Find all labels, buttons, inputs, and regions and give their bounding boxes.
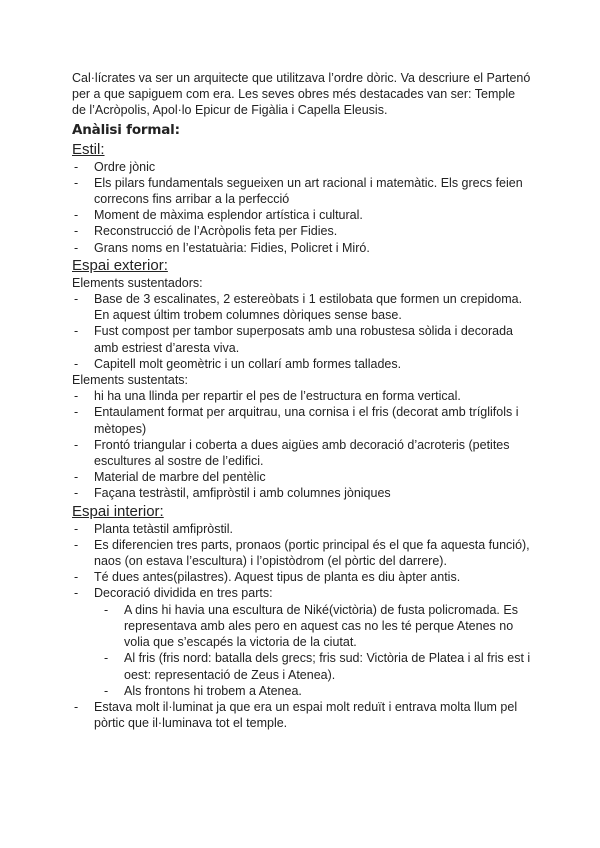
list-item: - Capitell molt geomètric i un collarí amb formes tallades. — [72, 356, 532, 372]
label-elements-sustentats: Elements sustentats: — [72, 373, 189, 388]
list-item: - Estava molt il·luminat ja que era un espai molt reduït i entrava molta llum pel pòrtic que il·luminava tot el temple. — [72, 699, 532, 731]
list-item: - Entaulament format per arquitrau, una cornisa i el fris (decorat amb tríglifols i mètopes) — [72, 404, 532, 436]
decoracio-sublist — [102, 602, 532, 699]
list-item: - Es diferencien tres parts, pronaos (portic principal és el que fa aquesta funció), naos (on estava l’escultura) i l’opistòdrom (el pòrtic del darrere). — [72, 537, 532, 569]
espai-interior-list-end — [72, 699, 532, 731]
label-elements-sustentadors: Elements sustentadors: — [72, 275, 203, 290]
sustentats-list — [72, 388, 532, 501]
list-item: - Els pilars fundamentals segueixen un art racional i matemàtic. Els grecs feien correcons fins arribar a la perfecció — [72, 175, 532, 207]
intro-paragraph: Cal·lícrates va ser un arquitecte que utilitzava l’ordre dòric. Va descriure el Partenó per a que sapiguem com era. Les seves obres més destacades van ser: Temple de l’Acròpolis, Apol·lo Epicur de Figàlia i Capella Eleusis. — [72, 71, 531, 118]
list-item: - hi ha una llinda per repartir el pes de l’estructura en forma vertical. — [72, 388, 532, 404]
list-item: - Ordre jònic — [72, 159, 532, 175]
section-title-espai-interior: Espai interior: — [72, 502, 164, 520]
list-item: - Reconstrucció de l’Acròpolis feta per Fidies. — [72, 223, 532, 239]
list-item: - Material de marbre del pentèlic — [72, 469, 532, 485]
list-item: - Frontó triangular i coberta a dues aigües amb decoració d’acroteris (petites escultures al sostre de l’edifici. — [72, 437, 532, 469]
sub-list-item: - Al fris (fris nord: batalla dels grecs; fris sud: Victòria de Platea i al fris est i oest: representació de Zeus i Atenea). — [102, 650, 532, 682]
estil-list — [72, 159, 532, 256]
heading-analisi-formal: Anàlisi formal: — [72, 121, 180, 138]
section-title-estil: Estil: — [72, 140, 105, 158]
list-item: - Planta tetàstil amfipròstil. — [72, 521, 532, 537]
list-item: - Té dues antes(pilastres). Aquest tipus de planta es diu àpter antis. — [72, 569, 532, 585]
list-item: - Façana testràstil, amfipròstil i amb columnes jòniques — [72, 485, 532, 501]
espai-interior-list — [72, 521, 532, 602]
list-item: - Decoració dividida en tres parts: — [72, 585, 532, 601]
list-item: - Grans noms en l’estatuària: Fidies, Policret i Miró. — [72, 240, 532, 256]
sub-list-item: - Als frontons hi trobem a Atenea. — [102, 683, 532, 699]
list-item: - Moment de màxima esplendor artística i cultural. — [72, 207, 532, 223]
list-item: - Base de 3 escalinates, 2 estereòbats i 1 estilobata que formen un crepidoma. En aquest últim trobem columnes dòriques sense base. — [72, 291, 532, 323]
sustentadors-list — [72, 291, 532, 372]
document-page — [72, 70, 532, 731]
list-item: - Fust compost per tambor superposats amb una robustesa sòlida i decorada amb estriest d’aresta viva. — [72, 323, 532, 355]
section-title-espai-exterior: Espai exterior: — [72, 256, 168, 274]
sub-list-item: - A dins hi havia una escultura de Niké(victòria) de fusta policromada. Es representava amb ales pero en aquest cas no les té perque Atenes no volia que s’escapés la victoria de la ciutat. — [102, 602, 532, 651]
